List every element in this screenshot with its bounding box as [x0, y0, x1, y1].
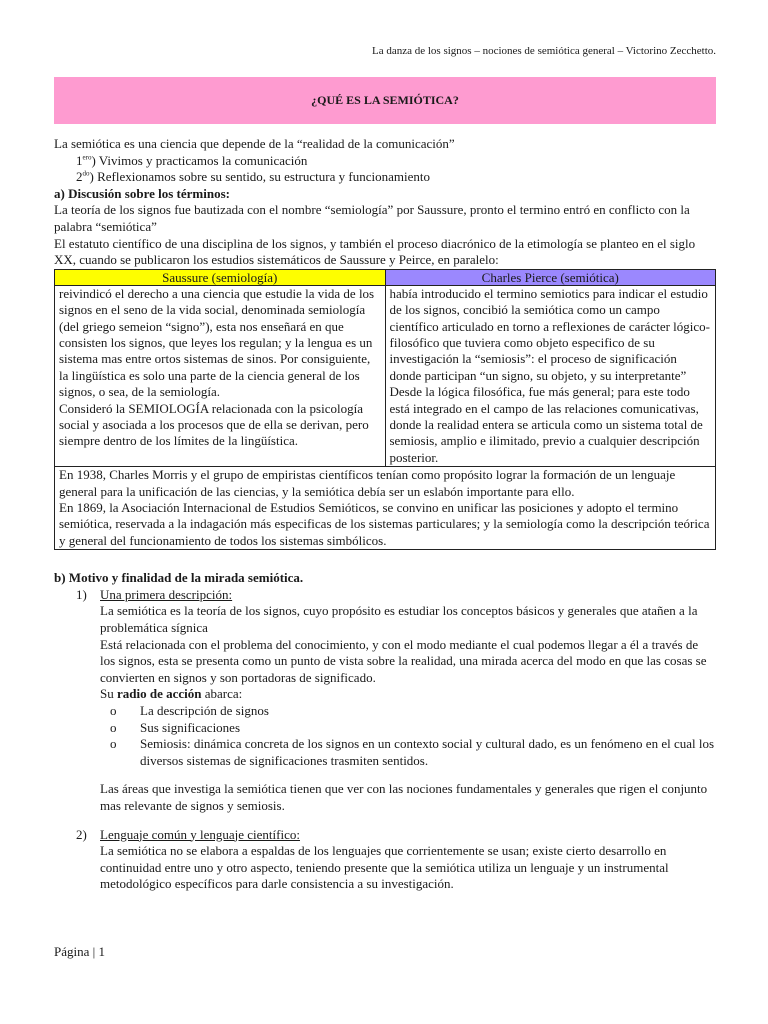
item-1-paragraph-2: Está relacionada con el problema del conocimiento, y con el modo mediante el cual podemos llegar a él a través de los signos, esta se presenta como un punto de vista sobre la realidad, una mirada acerca del modo en que las cosas se convierten en signos y son portadoras de significado.: [100, 636, 707, 685]
section-b-heading: b) Motivo y finalidad de la mirada semiótica.: [54, 570, 304, 586]
intro-item-1: [54, 153, 716, 170]
item-1-paragraph-1: La semiótica es la teoría de los signos, cuyo propósito es estudiar los conceptos básicos y generales que atañen a la problemática sígnica: [100, 603, 698, 636]
document-body: [54, 136, 716, 893]
bullet-text: La descripción de signos: [140, 703, 269, 718]
radio-line: [100, 686, 716, 703]
page-title: ¿QUÉ ES LA SEMIÓTICA?: [311, 93, 459, 108]
intro-item-2-num: 2: [76, 169, 83, 185]
bullet-text: Semiosis: dinámica concreta de los signos en un contexto social y cultural dado, es un fenómeno en el cual los diversos sistemas de significaciones trasmiten sentidos.: [140, 736, 715, 768]
section-a-heading: a) Discusión sobre los términos:: [54, 185, 230, 201]
radio-pre: Su: [100, 686, 117, 702]
radio-post: abarca:: [201, 686, 243, 702]
pierce-paragraph-1: había introducido el termino semiotics para indicar el estudio de los signos, concibió la semiótica como un campo científico articulado en torno a reflexiones de carácter lógico-filosófico que tuviera como objeto especifico de su investigación la “semiosis”: el proceso de significación donde participan “un signo, su objeto, y su interpretante”: [389, 285, 711, 383]
section-b-item-1: [76, 587, 716, 604]
saussure-paragraph-2: Consideró la SEMIOLOGÍA relacionada con la psicología social y asociada a los procesos que de ella se derivan, pero siempre dentro de los límites de la lingüística.: [59, 400, 369, 449]
pierce-paragraph-2: Desde la lógica filosófica, fue más general; para este todo está integrado en el campo de las relaciones comunicativas, donde la realidad entera se articula como un sistema total de semiosis, amplio e ilimitado, previo a cualquier descripción posterior.: [389, 384, 703, 465]
intro-item-2-sup: do: [82, 169, 90, 178]
item-1-content: [100, 603, 716, 703]
item-2-title: Lenguaje común y lenguaje científico:: [100, 826, 300, 842]
table-header-pierce: Charles Pierce (semiótica): [385, 269, 716, 285]
bullet-marker: o: [110, 736, 117, 752]
title-band: [54, 77, 716, 124]
table-header-saussure: Saussure (semiología): [55, 269, 386, 285]
bullet-list: [54, 703, 716, 769]
table-cell-pierce: [385, 285, 716, 466]
intro-item-1-num: 1: [76, 152, 83, 168]
bullet-item: [110, 703, 716, 720]
bullet-item: [110, 736, 716, 769]
radio-bold: radio de acción: [116, 686, 202, 702]
item-2-paragraph-1: La semiótica no se elabora a espaldas de los lenguajes que corrientemente se usan; existe cierto desarrollo en continuidad entre uno y otro aspecto, teniendo presente que la semiótica utiliza un lenguaje y un instrumental metodológico específicos para darle consistencia a su investigación.: [100, 843, 669, 892]
bullet-marker: o: [110, 703, 117, 718]
saussure-paragraph-1: reivindicó el derecho a una ciencia que estudie la vida de los signos en el seno de la vida social, denominada semiología (del griego semeion “signo”), esta nos enseñará en que consisten los signos, que leyes los regulan; y la lengua es un sistema mas entre ortos sistemas de sinos. Por consiguiente, la lingüística es solo una parte de la ciencia general de los signos, o sea, de la semiología.: [59, 285, 375, 400]
section-b-item-2: [76, 827, 716, 844]
item-1-title: Una primera descripción:: [100, 586, 233, 602]
comparison-table: [54, 269, 716, 551]
running-header: La danza de los signos – nociones de semiótica general – Victorino Zecchetto.: [372, 45, 716, 57]
bullet-item: [110, 720, 716, 737]
table-cell-saussure: [55, 285, 386, 466]
page-footer: Página | 1: [54, 944, 105, 959]
intro-item-1-text: ) Vivimos y practicamos la comunicación: [91, 152, 308, 168]
intro-item-2: [54, 169, 716, 186]
item-2-number: 2): [76, 826, 87, 842]
table-footer-cell: [55, 467, 716, 550]
intro-item-2-text: ) Reflexionamos sobre su sentido, su estructura y funcionamiento: [89, 169, 430, 185]
bullet-text: Sus significaciones: [140, 719, 241, 735]
table-footer-paragraph-1: En 1938, Charles Morris y el grupo de empiristas científicos tenían como propósito lograr la formación de un lenguaje general para la unificación de las ciencias, y la semiótica debía ser un eslabón importante para ello.: [59, 467, 676, 499]
intro-line: La semiótica es una ciencia que depende de la “realidad de la comunicación”: [54, 136, 455, 151]
table-footer-paragraph-2: En 1869, la Asociación Internacional de Estudios Semióticos, se convino en unificar las posiciones y adopto el termino semiótica, reservada a la indagación más especificas de los sistemas particulares; y la semiología como la descripción teórica y general del funcionamiento de todos los sistemas simbólicos.: [59, 500, 710, 548]
intro-item-1-sup: ero: [82, 153, 92, 162]
bullet-marker: o: [110, 719, 117, 735]
section-a-paragraph-1: La teoría de los signos fue bautizada con el nombre “semiología” por Saussure, pronto el termino entró en conflicto con la palabra “semiótica”: [54, 202, 690, 234]
item-1-number: 1): [76, 586, 87, 602]
section-a-paragraph-2: El estatuto científico de una disciplina de los signos, y también el proceso diacrónico de la etimología se planteo en el siglo XX, cuando se publicaron los estudios sistemáticos de Saussure y Peirce, en paralelo:: [54, 235, 696, 268]
item-1-paragraph-3: Las áreas que investiga la semiótica tienen que ver con las nociones fundamentales y generales que rigen el conjunto mas relevante de signos y semiosis.: [100, 781, 708, 813]
